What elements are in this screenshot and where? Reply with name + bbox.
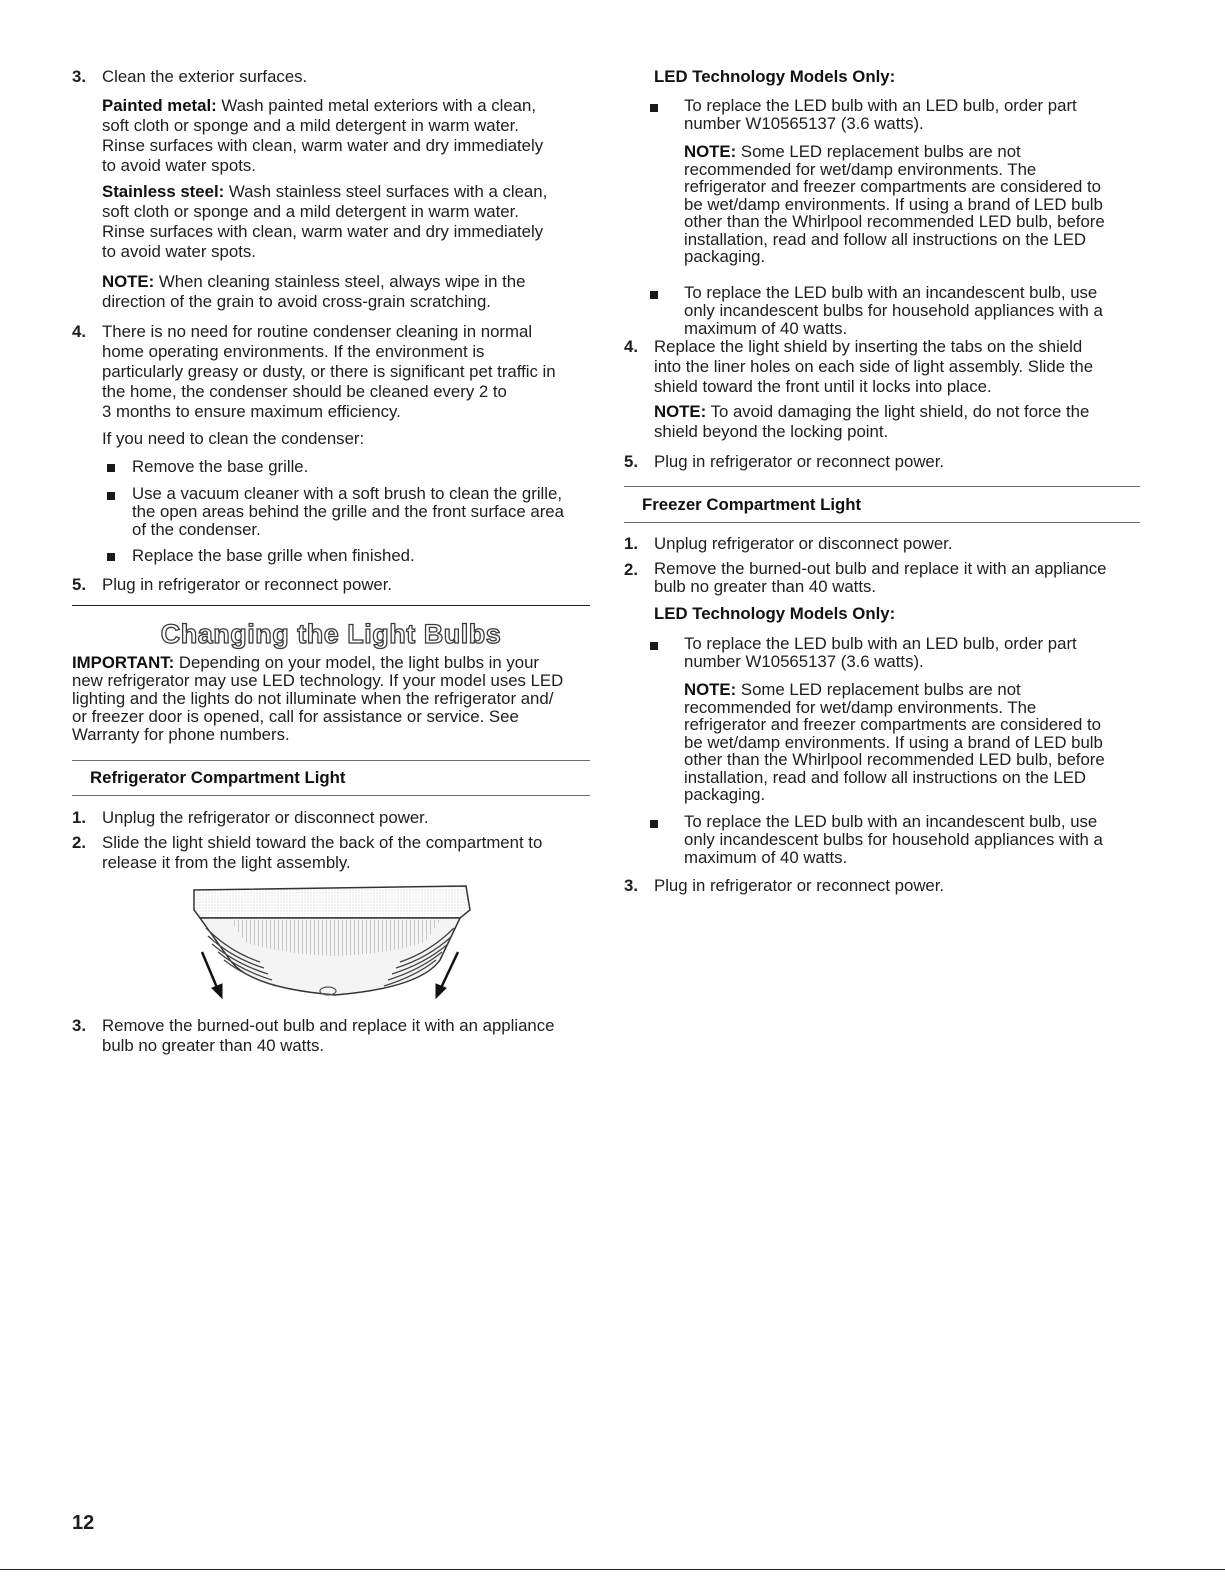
led-note: NOTE: Some LED replacement bulbs are not recommended for wet/damp environments. The refrigerator and freezer compartments are considered to be wet/damp environments. If using a brand of LED bulb other than the Whirlpool recommended LED bulb, before installation, read and follow all instructions on the LED packaging. [684, 142, 1105, 266]
bullet-item: Remove the base grille. [132, 457, 309, 476]
page-number: 12 [72, 1512, 95, 1534]
subsection-rule-bottom [624, 522, 1140, 523]
subsection-rule-top [624, 486, 1140, 487]
condenser-intro: If you need to clean the condenser: [102, 429, 365, 448]
stainless-steel-label: Stainless steel: [102, 182, 225, 201]
step-text: Clean the exterior surfaces. [102, 67, 308, 86]
step-text: Remove the burned-out bulb and replace it with an appliance bulb no greater than 40 watts. [654, 559, 1107, 596]
led-heading: LED Technology Models Only: [654, 604, 896, 623]
bullet-item: To replace the LED bulb with an LED bulb, order part number W10565137 (3.6 watts). [684, 96, 1077, 133]
bullet-icon [650, 642, 658, 650]
step-text: Plug in refrigerator or reconnect power. [654, 876, 945, 895]
subsection-rule-top [72, 760, 590, 761]
step-text: Unplug the refrigerator or disconnect power. [102, 808, 429, 827]
note-label: NOTE: [654, 402, 707, 421]
bullet-item: Replace the base grille when finished. [132, 546, 415, 565]
bullet-icon [650, 820, 658, 828]
step-text: Remove the burned-out bulb and replace it with an appliance bulb no greater than 40 watts. [102, 1016, 555, 1055]
condenser-paragraph: There is no need for routine condenser cleaning in normal home operating environments. If the environment is particularly greasy or dusty, or there is significant pet traffic in the home, the condenser should be cleaned every 2 to 3 months to ensure maximum efficiency. [102, 322, 556, 421]
step-text: Plug in refrigerator or reconnect power. [102, 575, 393, 594]
important-label: IMPORTANT: [72, 653, 175, 672]
step-number: 3. [624, 876, 638, 895]
step-text: Plug in refrigerator or reconnect power. [654, 452, 945, 471]
important-paragraph: IMPORTANT: Depending on your model, the light bulbs in your new refrigerator may use LED technology. If your model uses LED lighting and the lights do not illuminate when the refrigerator and/ or freezer door is opened, call for assistance or service. See Warranty for phone numbers. [72, 653, 564, 744]
step-number: 4. [72, 322, 86, 341]
bullet-icon [107, 553, 115, 561]
step-number: 3. [72, 67, 86, 86]
bullet-icon [107, 492, 115, 500]
step-number: 5. [72, 575, 86, 594]
bullet-icon [107, 464, 115, 472]
step-text: Unplug refrigerator or disconnect power. [654, 534, 953, 553]
step-number: 1. [624, 534, 638, 553]
light-shield-illustration [190, 880, 480, 1005]
bullet-icon [650, 291, 658, 299]
section-divider [72, 605, 590, 606]
bullet-icon [650, 104, 658, 112]
shield-note: NOTE: To avoid damaging the light shield, do not force the shield beyond the locking point. [654, 402, 1090, 441]
subsection-rule-bottom [72, 795, 590, 796]
subsection-heading: Freezer Compartment Light [642, 495, 862, 514]
bullet-item: To replace the LED bulb with an incandescent bulb, use only incandescent bulbs for household appliances with a maximum of 40 watts. [684, 283, 1103, 338]
subsection-heading: Refrigerator Compartment Light [90, 768, 346, 787]
step-number: 4. [624, 337, 638, 356]
note-label: NOTE: [102, 272, 155, 291]
section-title: Changing the Light Bulbs [160, 619, 502, 649]
painted-metal-paragraph: Painted metal: Wash painted metal exteriors with a clean, soft cloth or sponge and a mild detergent in warm water. Rinse surfaces with clean, warm water and dry immediately to avoid water spots. [102, 96, 544, 175]
step-number: 1. [72, 808, 86, 827]
step-number: 5. [624, 452, 638, 471]
painted-metal-label: Painted metal: [102, 96, 217, 115]
step-number: 2. [72, 833, 86, 852]
step-number: 3. [72, 1016, 86, 1035]
page-bottom-rule [0, 1569, 1225, 1570]
stainless-steel-paragraph: Stainless steel: Wash stainless steel surfaces with a clean, soft cloth or sponge and a mild detergent in warm water. Rinse surfaces with clean, warm water and dry immediately to avoid water spots. [102, 182, 548, 261]
note-label: NOTE: [684, 142, 737, 161]
step-text: Replace the light shield by inserting the tabs on the shield into the liner holes on each side of light assembly. Slide the shield toward the front until it locks into place. [654, 337, 1094, 396]
bullet-item: To replace the LED bulb with an incandescent bulb, use only incandescent bulbs for household appliances with a maximum of 40 watts. [684, 812, 1103, 867]
stainless-note: NOTE: When cleaning stainless steel, always wipe in the direction of the grain to avoid cross-grain scratching. [102, 272, 526, 311]
bullet-item: Use a vacuum cleaner with a soft brush to clean the grille, the open areas behind the grille and the front surface area of the condenser. [132, 484, 564, 539]
led-heading: LED Technology Models Only: [654, 67, 896, 86]
led-note: NOTE: Some LED replacement bulbs are not recommended for wet/damp environments. The refrigerator and freezer compartments are considered to be wet/damp environments. If using a brand of LED bulb other than the Whirlpool recommended LED bulb, before installation, read and follow all instructions on the LED packaging. [684, 680, 1105, 804]
note-label: NOTE: [684, 680, 737, 699]
step-number: 2. [624, 560, 638, 579]
step-text: Slide the light shield toward the back of the compartment to release it from the light assembly. [102, 833, 543, 872]
bullet-item: To replace the LED bulb with an LED bulb, order part number W10565137 (3.6 watts). [684, 634, 1077, 671]
